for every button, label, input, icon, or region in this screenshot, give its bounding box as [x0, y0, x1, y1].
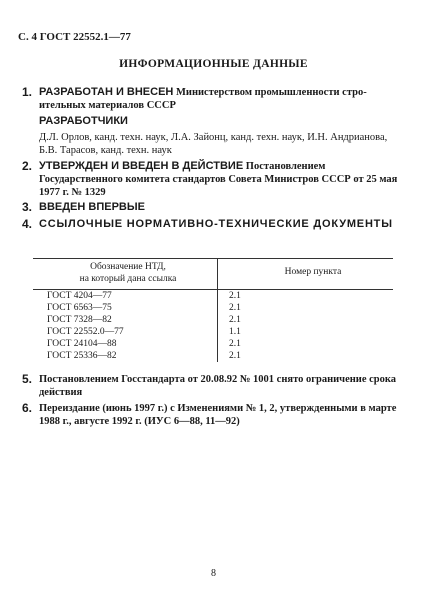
row-designation: ГОСТ 24104—88 — [47, 339, 117, 349]
page-number: 8 — [211, 568, 216, 579]
row-designation: ГОСТ 22552.0—77 — [47, 327, 124, 337]
col-designation-header — [33, 261, 223, 285]
row-clause: 2.1 — [229, 351, 241, 361]
table-header — [33, 258, 393, 290]
item-2 — [22, 160, 407, 199]
reference-table — [33, 258, 393, 362]
item-number: 4. — [22, 217, 33, 231]
item-text: Постановлением Государственного комитета стандартов Совета Министров СССР от 25 мая 1977 г. № 1329 — [39, 161, 398, 198]
row-clause: 2.1 — [229, 303, 241, 313]
item-number: 3. — [22, 200, 33, 214]
header-line: Обозначение НТД, — [90, 262, 166, 272]
item-lead: РАЗРАБОТАН И ВНЕСЕН — [39, 86, 174, 98]
item-lead: ССЫЛОЧНЫЕ НОРМАТИВНО-ТЕХНИЧЕСКИЕ ДОКУМЕНТЫ — [39, 218, 393, 230]
item-lead: ВВЕДЕН ВПЕРВЫЕ — [39, 201, 145, 213]
table-body — [33, 290, 393, 362]
item-number: 1. — [22, 85, 33, 99]
item-5 — [22, 373, 407, 399]
row-clause: 2.1 — [229, 291, 241, 301]
row-clause: 2.1 — [229, 315, 241, 325]
row-designation: ГОСТ 4204—77 — [47, 291, 112, 301]
table-row — [33, 338, 393, 350]
row-designation: ГОСТ 7328—82 — [47, 315, 112, 325]
table-row — [33, 290, 393, 302]
item-number: 5. — [22, 372, 33, 386]
item-3 — [22, 201, 407, 214]
table-row — [33, 326, 393, 338]
column-divider — [217, 259, 218, 289]
item-number: 6. — [22, 401, 33, 415]
table-row — [33, 350, 393, 362]
row-clause: 1.1 — [229, 327, 241, 337]
item-text: Министерством промышленности стро-ительных материалов СССР — [39, 87, 367, 111]
item-number: 2. — [22, 159, 33, 173]
developers-list: Д.Л. Орлов, канд. техн. наук, Л.А. Зайонц, канд. техн. наук, И.Н. Андрианова, Б.В. Тарасов, канд. техн. наук — [39, 132, 388, 156]
row-designation: ГОСТ 6563—75 — [47, 303, 112, 313]
item-text: Переиздание (июнь 1997 г.) с Изменениями № 1, 2, утвержденными в марте 1988 г., августе 1992 г. (ИУС 6—88, 11—92) — [39, 403, 397, 427]
row-designation: ГОСТ 25336—82 — [47, 351, 117, 361]
section-title: ИНФОРМАЦИОННЫЕ ДАННЫЕ — [119, 58, 308, 70]
col-clause-header: Номер пункта — [284, 267, 342, 277]
header-line: на который дана ссылка — [79, 274, 177, 284]
item-6 — [22, 402, 407, 428]
item-lead: УТВЕРЖДЕН И ВВЕДЕН В ДЕЙСТВИЕ — [39, 160, 244, 172]
table-row — [33, 314, 393, 326]
item-4 — [22, 218, 407, 231]
item-text: Постановлением Госстандарта от 20.08.92 № 1001 снято ограничение срока действия — [39, 374, 397, 398]
developers-heading: РАЗРАБОТЧИКИ — [39, 115, 128, 127]
item-1 — [22, 86, 407, 157]
table-row — [33, 302, 393, 314]
running-header: С. 4 ГОСТ 22552.1—77 — [18, 31, 131, 43]
row-clause: 2.1 — [229, 339, 241, 349]
